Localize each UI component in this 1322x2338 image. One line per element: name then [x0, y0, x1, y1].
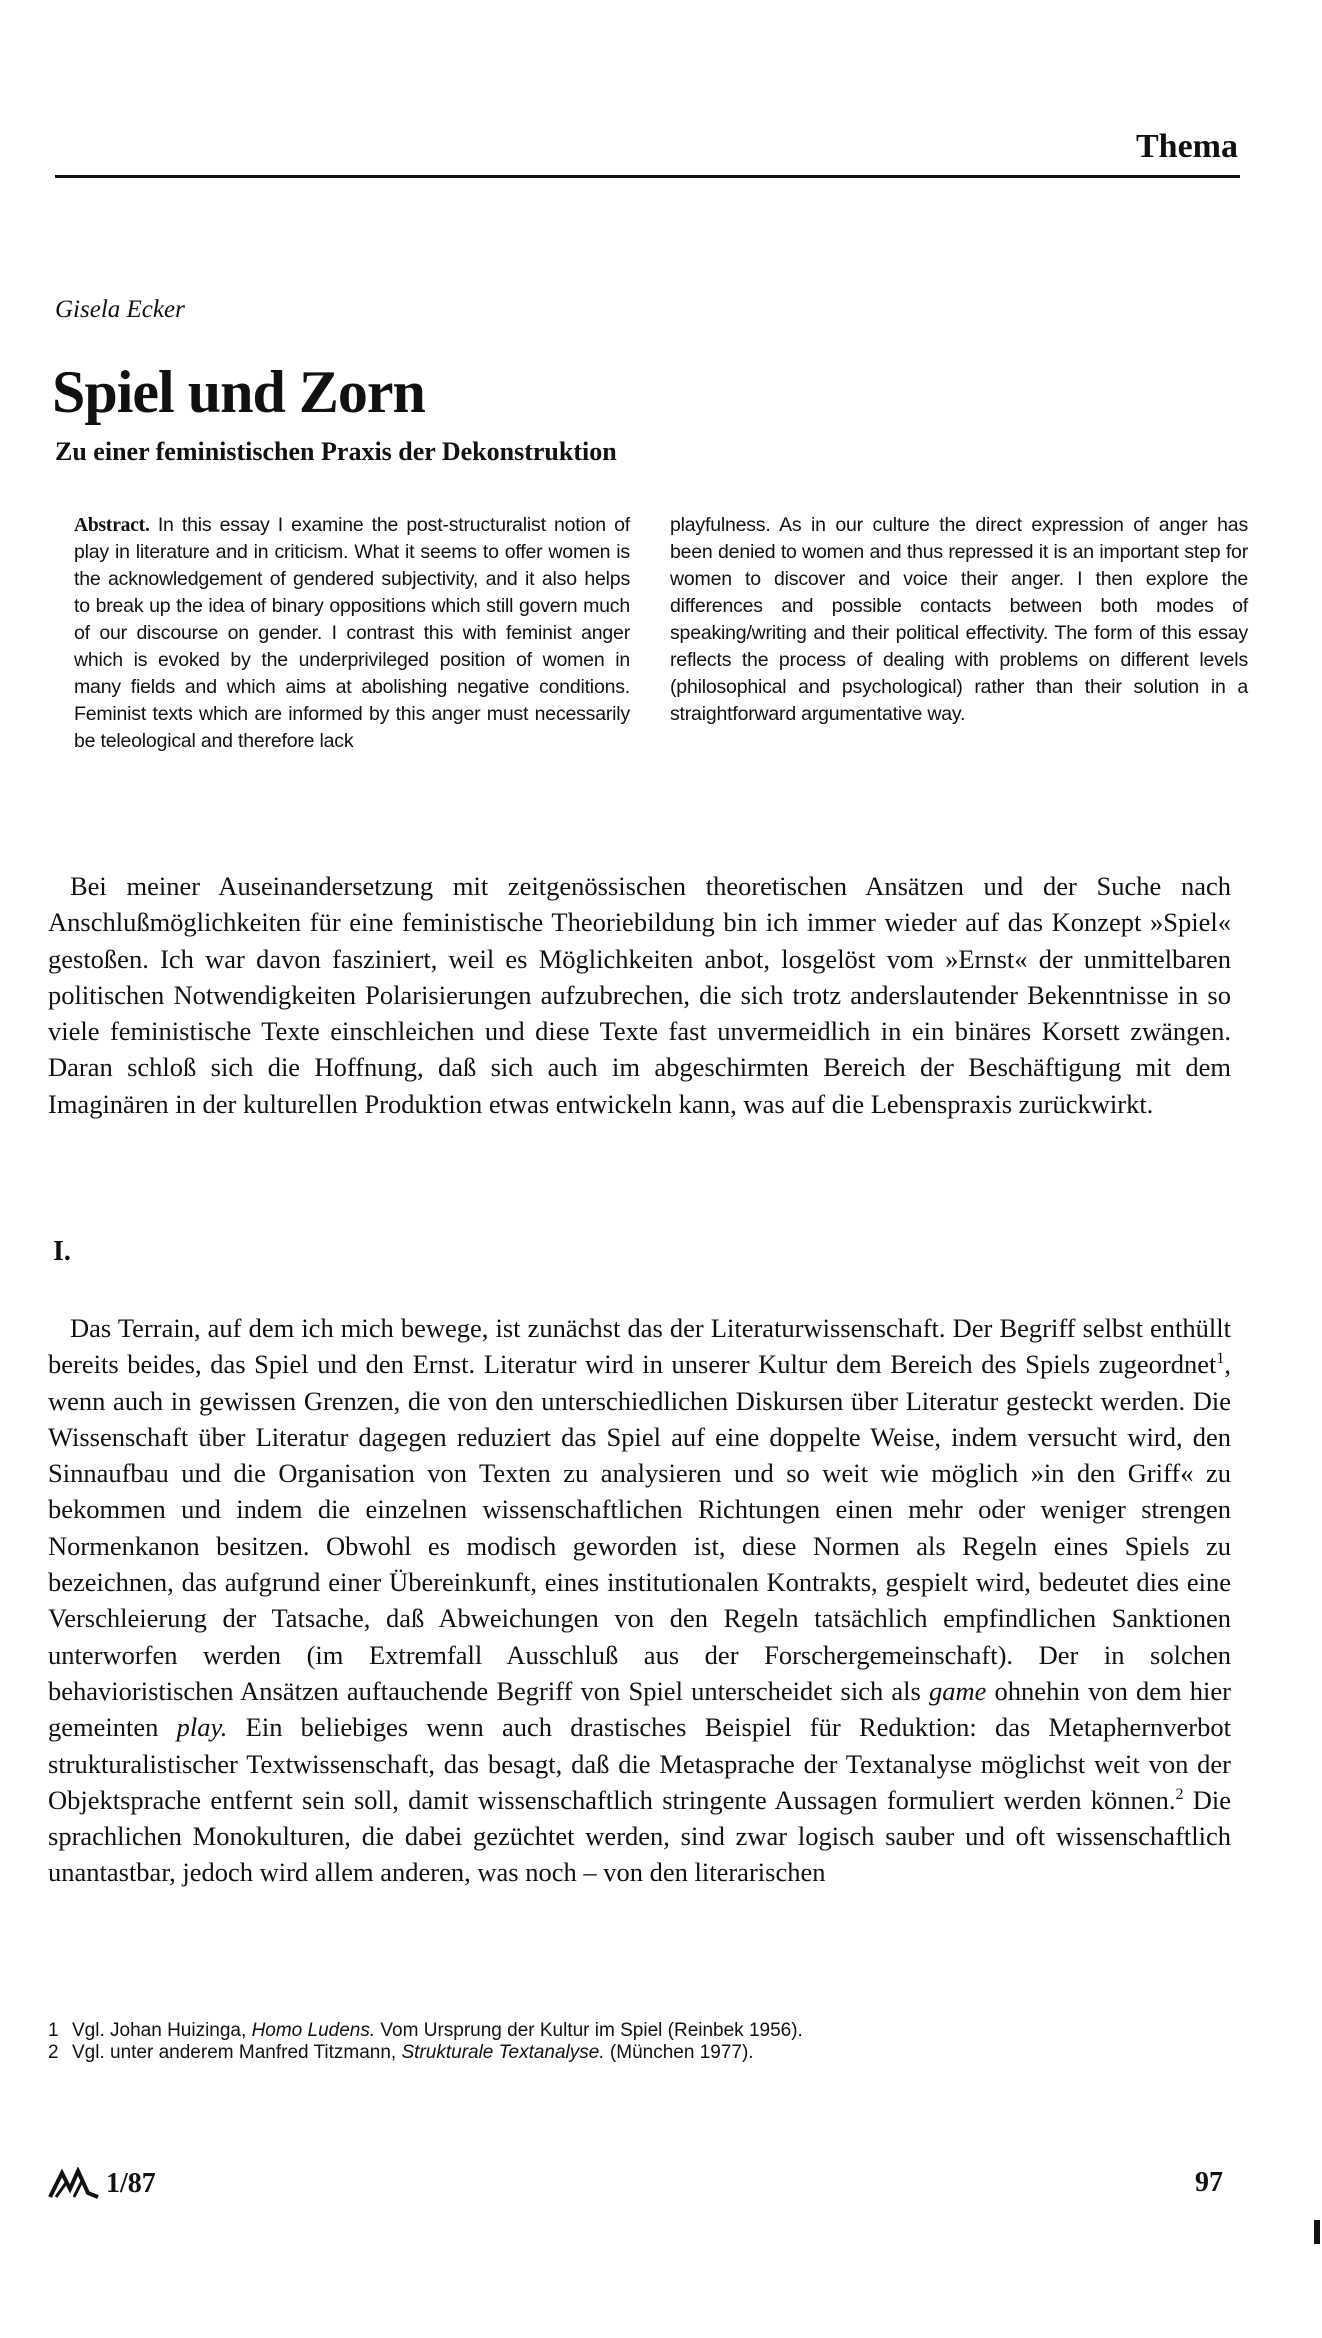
section-text-part: Die sprachlichen Monokulturen, die dabei gezüchtet werden, sind zwar logisch sauber und oft wissenschaftlich unantastbar, jedoch wird allem anderen, was noch – von den literarischen [48, 1784, 1231, 1888]
header-rule [55, 175, 1240, 178]
section-paragraph [48, 1310, 1231, 1891]
emphasis-play: play. [176, 1712, 228, 1743]
footnote-marker: 1 [1216, 1350, 1225, 1368]
article-title: Spiel und Zorn [52, 359, 425, 425]
journal-logo-icon [48, 2167, 100, 2201]
page-number: 97 [1195, 2167, 1223, 2198]
section-label: Thema [1136, 128, 1238, 165]
edge-mark [1314, 2220, 1320, 2244]
footnote-item [48, 2020, 1238, 2042]
article-author: Gisela Ecker [55, 296, 185, 323]
footnote-prefix: Vgl. Johan Huizinga, [72, 2020, 252, 2041]
section-heading: I. [53, 1236, 71, 1267]
footnote-work-title: Strukturale Textanalyse. [401, 2042, 605, 2063]
abstract-left-text: In this essay I examine the post-structuralist notion of play in literature and in criticism. What it seems to offer women is the acknowledgement of gendered subjectivity, and it also helps to break up the idea of binary oppositions which still govern much of our discourse on gender. I contrast this with feminist anger which is evoked by the underprivileged position of women in many fields and which aims at abolishing negative conditions. Feminist texts which are informed by this anger must necessarily be teleological and therefore lack [74, 514, 631, 752]
section-text-part: Ein beliebiges wenn auch drastisches Beispiel für Reduktion: das Metaphernverbot strukturalistischer Textwissenschaft, das besagt, daß die Metasprache der Textanalyse möglichst weit von der Objektsprache entfernt sein soll, damit wissenschaftlich stringente Aussagen formuliert werden können. [48, 1712, 1231, 1815]
abstract-left-column [74, 512, 630, 755]
emphasis-game: game [928, 1675, 987, 1706]
footnote-suffix: (München 1977). [604, 2042, 754, 2063]
footnotes [48, 2020, 1238, 2064]
footnote-number: 2 [48, 2042, 59, 2063]
footnote-item [48, 2042, 1238, 2064]
abstract-label: Abstract. [74, 515, 150, 536]
footer-issue [48, 2167, 156, 2201]
article-subtitle: Zu einer feministischen Praxis der Dekonstruktion [55, 437, 617, 466]
footnote-prefix: Vgl. unter anderem Manfred Titzmann, [72, 2042, 402, 2063]
intro-paragraph: Bei meiner Auseinandersetzung mit zeitgenössischen theoretischen Ansätzen und der Suche nach Anschlußmöglichkeiten für eine feministische Theoriebildung bin ich immer wieder auf das Konzept »Spiel« gestoßen. Ich war davon fasziniert, weil es Möglichkeiten anbot, losgelöst vom »Ernst« der unmittelbaren politischen Notwendigkeiten Polarisierungen aufzubrechen, die sich trotz anderslautender Bekenntnisse in so viele feministische Texte einschleichen und diese Texte fast unvermeidlich in ein binäres Korsett zwängen. Daran schloß sich die Hoffnung, daß sich auch im abgeschirmten Bereich der Beschäftigung mit dem Imaginären in der kulturellen Produktion etwas entwickeln kann, was auf die Lebenspraxis zurückwirkt. [48, 871, 1231, 1119]
section-text-part: ohnehin von dem hier gemeinten [48, 1675, 1231, 1743]
footnote-suffix: Vom Ursprung der Kultur im Spiel (Reinbek 1956). [375, 2020, 803, 2041]
section-text-part: , wenn auch in gewissen Grenzen, die von den unterschiedlichen Diskursen über Literatur gesteckt werden. Die Wissenschaft über Literatur dagegen reduziert das Spiel auf eine doppelte Weise, indem versucht wird, den Sinnaufbau und die Organisation von Texten zu analysieren und so weit wie möglich »in den Griff« zu bekommen und indem die einzelnen wissenschaftlichen Richtungen einen mehr oder weniger strengen Normenkanon besitzen. Obwohl es modisch geworden ist, diese Normen als Regeln eines Spiels zu bezeichnen, das aufgrund einer Übereinkunft, eines institutionalen Kontrakts, gespielt wird, bedeutet dies eine Verschleierung der Tatsache, daß Abweichungen von den Regeln tatsächlich empfindlichen Sanktionen unterworfen werden (im Extremfall Ausschluß aus der Forschergemeinschaft). Der in solchen behavioristischen Ansätzen auftauchende Begriff von Spiel unterscheidet sich als [48, 1349, 1231, 1706]
issue-number: 1/87 [106, 2168, 156, 2199]
footnote-number: 1 [48, 2020, 59, 2041]
footnote-work-title: Homo Ludens. [251, 2020, 376, 2041]
footnote-marker: 2 [1175, 1786, 1184, 1804]
abstract-right-column: playfulness. As in our culture the direct expression of anger has been denied to women and thus repressed it is an important step for women to discover and voice their anger. I then explore the differences and possible contacts between both modes of speaking/writing and their political effectivity. The form of this essay reflects the process of dealing with problems on different levels (philosophical and psychological) rather than their solution in a straightforward argumentative way. [670, 514, 1248, 725]
section-text-part: Das Terrain, auf dem ich mich bewege, ist zunächst das der Literaturwissenschaft. Der Begriff selbst enthüllt bereits beides, das Spiel und den Ernst. Literatur wird in unserer Kultur dem Bereich des Spiels zugeordnet [48, 1313, 1231, 1380]
footnote-text [72, 2020, 803, 2042]
footnote-text [72, 2042, 754, 2064]
